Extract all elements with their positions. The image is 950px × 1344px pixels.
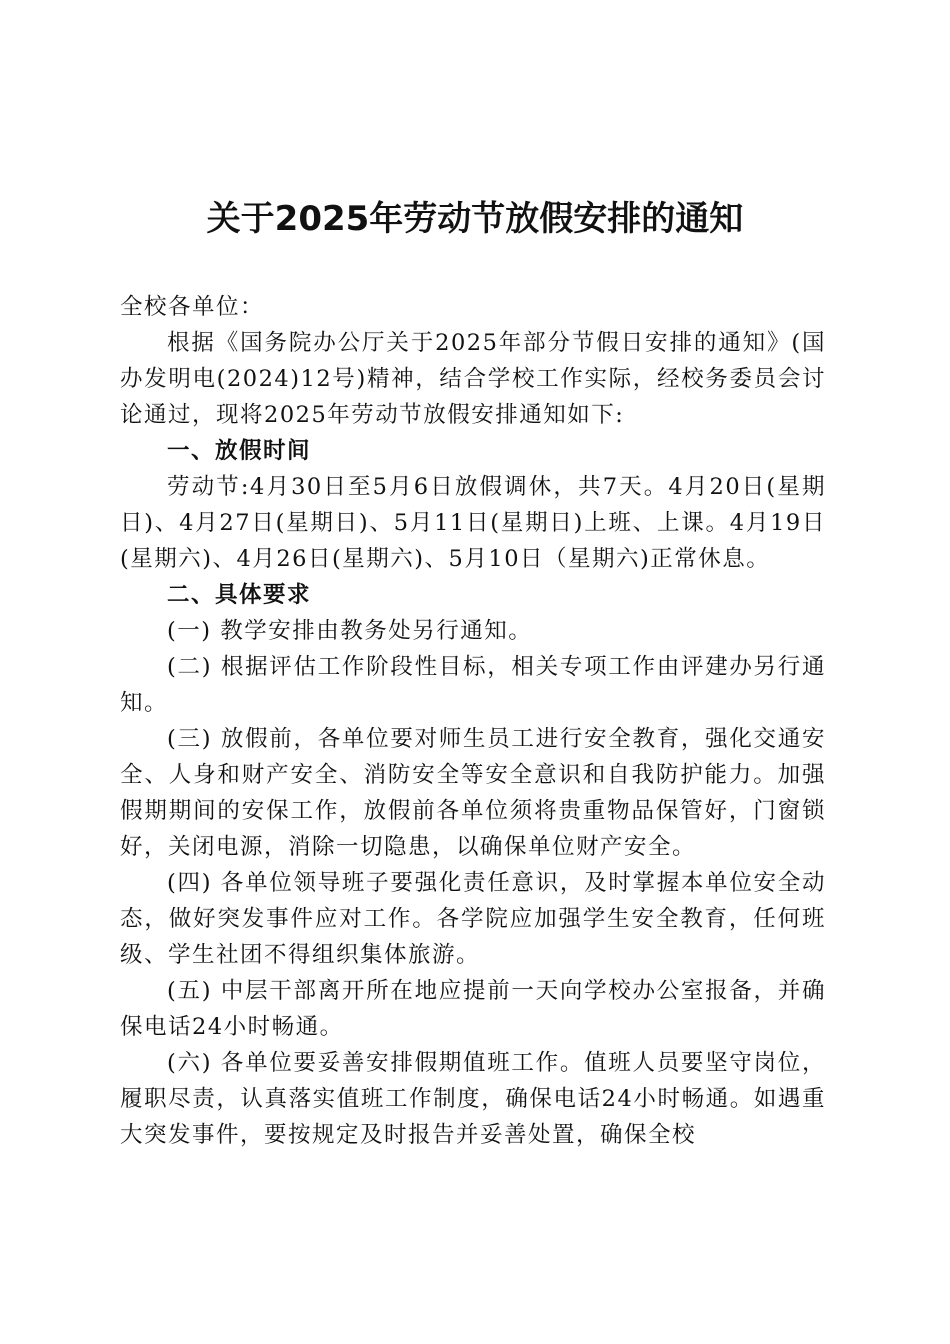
salutation: 全校各单位： xyxy=(120,294,265,320)
requirement-item-4: (四) 各单位领导班子要强化责任意识，及时掌握本单位安全动态，做好突发事件应对工作。各学院应加强学生安全教育，任何班级、学生社团不得组织集体旅游。 xyxy=(120,870,826,968)
requirement-item-5: (五) 中层干部离开所在地应提前一天向学校办公室报备，并确保电话24小时畅通。 xyxy=(120,978,826,1040)
page-title: 关于2025年劳动节放假安排的通知 xyxy=(206,199,744,239)
intro-paragraph: 根据《国务院办公厅关于2025年部分节假日安排的通知》(国办发明电(2024)12号)精神，结合学校工作实际，经校务委员会讨论通过，现将2025年劳动节放假安排通知如下: xyxy=(120,330,826,428)
requirement-item-1: (一) 教学安排由教务处另行通知。 xyxy=(167,618,533,644)
section-heading-requirements: 二、具体要求 xyxy=(167,582,312,608)
requirement-item-2: (二) 根据评估工作阶段性目标，相关专项工作由评建办另行通知。 xyxy=(120,654,826,716)
section-heading-holiday-time: 一、放假时间 xyxy=(167,438,312,464)
requirement-item-6: (六) 各单位要妥善安排假期值班工作。值班人员要坚守岗位，履职尽责，认真落实值班工作制度，确保电话24小时畅通。如遇重大突发事件，要按规定及时报告并妥善处置，确保全校 xyxy=(120,1050,826,1148)
holiday-time-paragraph: 劳动节:4月30日至5月6日放假调休，共7天。4月20日(星期日)、4月27日(星期日)、5月11日(星期日)上班、上课。4月19日(星期六)、4月26日(星期六)、5月10日（星期六)正常休息。 xyxy=(120,474,826,572)
document-body xyxy=(120,289,826,1153)
requirement-item-3: (三) 放假前，各单位要对师生员工进行安全教育，强化交通安全、人身和财产安全、消防安全等安全意识和自我防护能力。加强假期期间的安保工作，放假前各单位须将贵重物品保管好，门窗锁好，关闭电源，消除一切隐患，以确保单位财产安全。 xyxy=(120,726,826,860)
